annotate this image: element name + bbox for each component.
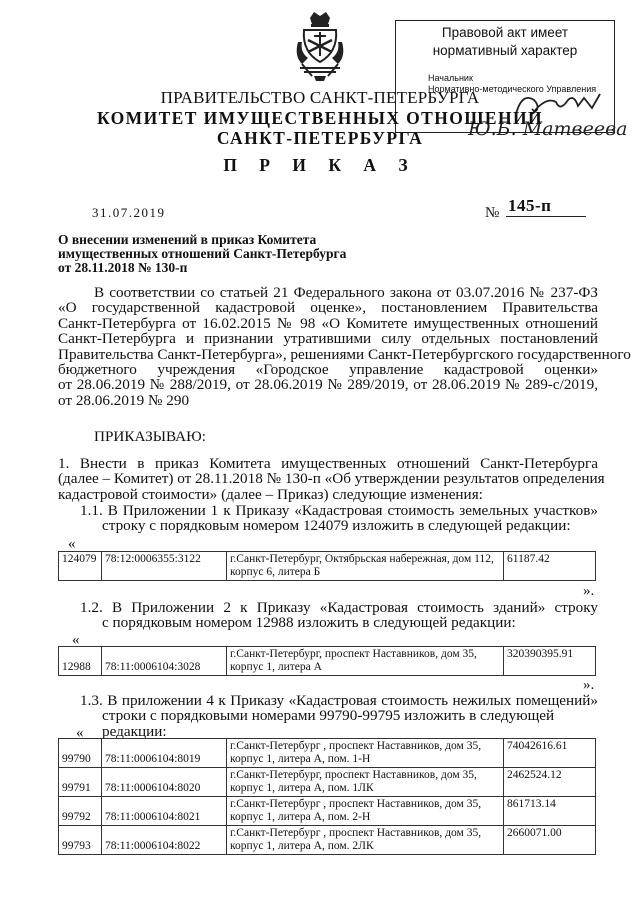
preamble <box>58 284 631 409</box>
quote-close: ». <box>583 583 595 599</box>
cell-address: г.Санкт-Петербург , проспект Наставников, дом 35, корпус 1, литера А, пом. 1-Н <box>227 739 504 768</box>
number-underline <box>506 216 586 217</box>
item-1-3-line: строки с порядковыми номерами 99790-99795 изложить в следующей редакции: <box>102 707 555 740</box>
preamble-line: Санкт-Петербурга от 16.02.2015 № 98 «О Комитете имущественных отношений <box>58 314 598 332</box>
preamble-line: бюджетного учреждения «Городское управление кадастровой оценки» <box>58 360 598 378</box>
cell-cost: 74042616.61 <box>504 739 596 768</box>
table-row <box>59 552 596 581</box>
number-label: № <box>485 205 500 221</box>
cell-cost: 861713.14 <box>504 797 596 826</box>
item-1-3-line: 1.3. В приложении 4 к Приказу «Кадастровая стоимость нежилых помещений» <box>80 692 598 709</box>
stamp-signature-name: Ю.Б. Матвеева <box>468 118 628 140</box>
government-title: ПРАВИТЕЛЬСТВО САНКТ-ПЕТЕРБУРГА <box>160 88 480 107</box>
cell-cadastral: 78:11:0006104:8019 <box>102 739 227 768</box>
cell-number: 99792 <box>59 797 102 826</box>
cell-number: 99793 <box>59 826 102 855</box>
item-1-2-line: 1.2. В Приложении 2 к Приказу «Кадастровая стоимость зданий» строку <box>80 599 598 616</box>
document-type: П Р И К А З <box>223 155 417 175</box>
table-row <box>59 739 596 768</box>
cell-number: 124079 <box>59 552 102 581</box>
table-nonresidential <box>58 738 596 855</box>
preamble-line: «О государственной кадастровой оценке», постановлением Правительства <box>58 299 598 317</box>
table-row <box>59 797 596 826</box>
cell-cadastral: 78:11:0006104:8020 <box>102 768 227 797</box>
item-1-2 <box>80 600 598 631</box>
cell-cost: 2660071.00 <box>504 826 596 855</box>
stamp-line-2: нормативный характер <box>432 43 578 58</box>
preamble-line: от 28.06.2019 № 288/2019, от 28.06.2019 № 289/2019, от 28.06.2019 № 289-с/2019, <box>58 376 598 394</box>
order-word: ПРИКАЗЫВАЮ: <box>94 428 206 445</box>
cell-address: г.Санкт-Петербург , проспект Наставников, дом 35, корпус 1, литера А, пом. 2-Н <box>227 797 504 826</box>
cell-cadastral: 78:12:0006355:3122 <box>102 552 227 581</box>
table-row <box>59 826 596 855</box>
quote-close: ». <box>583 677 595 693</box>
cell-address: г.Санкт-Петербург, проспект Наставников, дом 35, корпус 1, литера А, пом. 1ЛК <box>227 768 504 797</box>
table-row <box>59 768 596 797</box>
subject-line-1: О внесении изменений в приказ Комитета <box>58 232 317 247</box>
subject-line-3: от 28.11.2018 № 130-п <box>58 260 188 275</box>
cell-number: 99791 <box>59 768 102 797</box>
preamble-line: Правительства Санкт-Петербурга», решениями Санкт-Петербургского государственного <box>58 345 631 363</box>
table-buildings <box>58 646 596 676</box>
document-date: 31.07.2019 <box>92 205 166 220</box>
item-1-line: 1. Внести в приказ Комитета имущественных отношений Санкт-Петербурга <box>58 455 598 472</box>
city-title: САНКТ-ПЕТЕРБУРГА <box>216 128 424 148</box>
committee-title: КОМИТЕТ ИМУЩЕСТВЕННЫХ ОТНОШЕНИЙ <box>97 108 543 128</box>
document-number: 145-п <box>508 196 552 215</box>
preamble-line: от 28.06.2019 № 290 <box>58 391 190 409</box>
stamp-department: Нормативно-методического Управления <box>428 84 597 94</box>
cell-cost: 320390395.91 <box>504 647 596 676</box>
item-1-1 <box>80 503 598 534</box>
stamp-line-1: Правовой акт имеет <box>441 25 569 40</box>
stamp-position: Начальник <box>428 73 473 83</box>
cell-cost: 2462524.12 <box>504 768 596 797</box>
coat-of-arms-emblem <box>294 12 346 82</box>
cell-number: 99790 <box>59 739 102 768</box>
preamble-line: В соответствии со статьей 21 Федерального закона от 03.07.2016 № 237-ФЗ <box>94 284 598 301</box>
cell-cadastral: 78:11:0006104:3028 <box>102 647 227 676</box>
subject-line-2: имущественных отношений Санкт-Петербурга <box>58 246 347 261</box>
preamble-line: Санкт-Петербурга и признании утратившими силу отдельных постановлений <box>58 330 598 348</box>
quote-open: « <box>68 536 76 552</box>
cell-address: г.Санкт-Петербург, Октябрьская набережная, дом 112, корпус 6, литера Б <box>227 552 504 581</box>
item-1-1-line: 1.1. В Приложении 1 к Приказу «Кадастровая стоимость земельных участков» <box>80 502 598 519</box>
cell-address: г.Санкт-Петербург, проспект Наставников, дом 35, корпус 1, литера А <box>227 647 504 676</box>
cell-address: г.Санкт-Петербург , проспект Наставников, дом 35, корпус 1, литера А, пом. 2ЛК <box>227 826 504 855</box>
item-1-3 <box>80 692 598 740</box>
cell-cadastral: 78:11:0006104:8021 <box>102 797 227 826</box>
table-row <box>59 647 596 676</box>
item-1-line: (далее – Комитет) от 28.11.2018 № 130-п «Об утверждении результатов определения <box>58 470 605 488</box>
cell-cadastral: 78:11:0006104:8022 <box>102 826 227 855</box>
document-subject <box>58 233 358 275</box>
table-land-plots <box>58 551 596 581</box>
item-1-2-line: с порядковым номером 12988 изложить в следующей редакции: <box>102 614 516 632</box>
item-1-line: кадастровой стоимости» (далее – Приказ) следующие изменения: <box>58 485 483 503</box>
item-1 <box>58 455 605 503</box>
quote-open: « <box>76 725 84 741</box>
cell-number: 12988 <box>59 647 102 676</box>
quote-open: « <box>72 632 80 648</box>
cell-cost: 61187.42 <box>504 552 596 581</box>
item-1-1-line: строку с порядковым номером 124079 изложить в следующей редакции: <box>102 517 571 535</box>
